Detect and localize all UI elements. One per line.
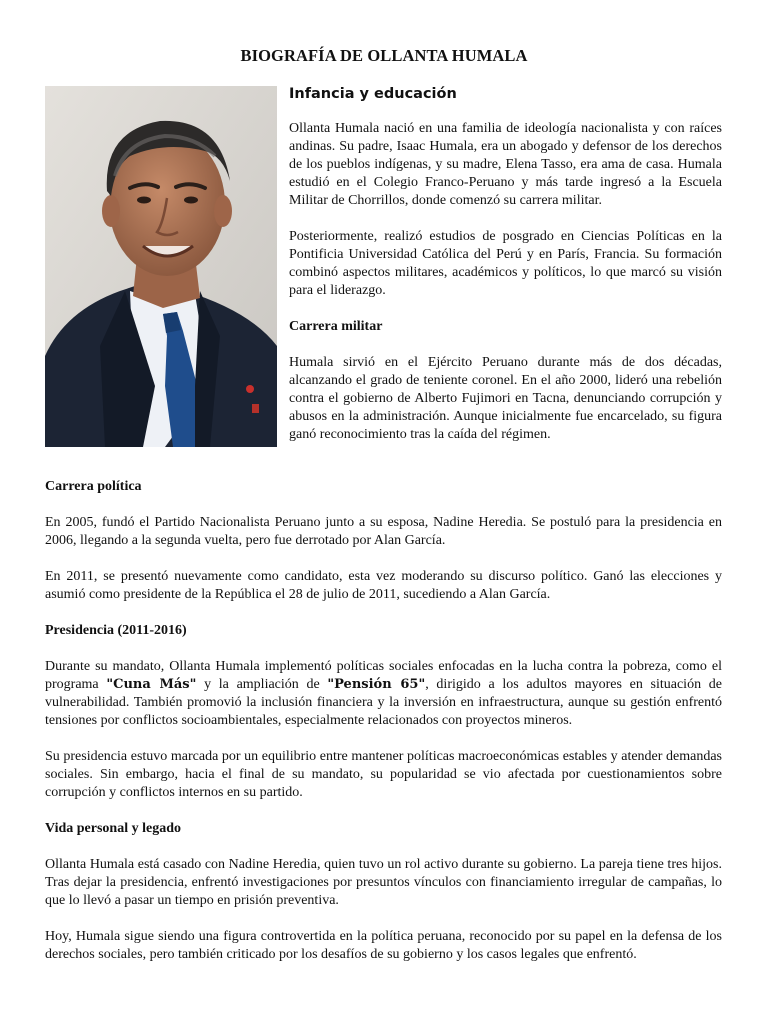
paragraph-presidencia-2: Su presidencia estuvo marcada por un equilibrio entre mantener políticas macroeconómicas estables y atender demandas sociales. Sin embargo, hacia el final de su mandato, su popularidad se vio afectada por cuestionamientos sobre corrupción y conflictos internos en su partido. (45, 749, 722, 800)
section-heading-politica: Carrera política (45, 479, 142, 494)
paragraph-presidencia-1 (45, 658, 722, 730)
section-heading-presidencia: Presidencia (2011-2016) (45, 623, 187, 638)
program-name-cuna-mas: "Cuna Más" (106, 677, 197, 692)
intro-column (289, 84, 722, 462)
portrait-photo (45, 86, 277, 447)
paragraph-text: , dirigido a los adultos mayores en situación de vulnerabilidad. También promovió la inclusión financiera y la inversión en infraestructura, aunque su gestión enfrentó tensiones por conflictos socioambientales, especialmente relacionados con proyectos mineros. (45, 677, 722, 728)
paragraph-infancia-1: Ollanta Humala nació en una familia de ideología nacionalista y con raíces andinas. Su padre, Isaac Humala, era un abogado y defensor de los derechos de los pueblos indígenas, y su madre, Elena Tasso, era ama de casa. Humala estudió en el Colegio Franco-Peruano y más tarde ingresó a la Escuela Militar de Chorrillos, donde comenzó su carrera militar. (289, 121, 722, 208)
paragraph-politica-1: En 2005, fundó el Partido Nacionalista Peruano junto a su esposa, Nadine Heredia. Se postuló para la presidencia en 2006, llegando a la segunda vuelta, pero fue derrotado por Alan García. (45, 515, 722, 548)
program-name-pension-65: "Pensión 65" (327, 677, 426, 692)
section-heading-vida: Vida personal y legado (45, 821, 181, 836)
paragraph-vida-2: Hoy, Humala sigue siendo una figura controvertida en la política peruana, reconocido por su papel en la defensa de los derechos sociales, pero también criticado por los desafíos de su gobierno y los casos legales que enfrentó. (45, 929, 722, 962)
paragraph-politica-2: En 2011, se presentó nuevamente como candidato, esta vez moderando su discurso político. Ganó las elecciones y asumió como presidente de la República el 28 de julio de 2011, sucediendo a Alan García. (45, 569, 722, 602)
main-column (45, 478, 722, 982)
paragraph-text: Durante su mandato, Ollanta Humala implementó políticas sociales enfocadas en la lucha contra la pobreza, como el programa (45, 659, 722, 692)
section-heading-militar: Carrera militar (289, 319, 383, 334)
paragraph-vida-1: Ollanta Humala está casado con Nadine Heredia, quien tuvo un rol activo durante su gobierno. La pareja tiene tres hijos. Tras dejar la presidencia, enfrentó investigaciones por presuntos vínculos con financiamiento irregular de campañas, lo que lo llevó a pasar un tiempo en prisión preventiva. (45, 857, 722, 908)
paragraph-infancia-2: Posteriormente, realizó estudios de posgrado en Ciencias Políticas en la Pontificia Universidad Católica del Perú y en París, Francia. Su formación combinó aspectos militares, académicos y políticos, lo que marcó su visión para el liderazgo. (289, 229, 722, 298)
paragraph-text: y la ampliación de (196, 677, 328, 692)
paragraph-militar-1: Humala sirvió en el Ejército Peruano durante más de dos décadas, alcanzando el grado de teniente coronel. En el año 2000, lideró una rebelión contra el gobierno de Alberto Fujimori en Tacna, denunciando corrupción y abusos en la administración. Aunque inicialmente fue encarcelado, su figura ganó reconocimiento tras la caída del régimen. (289, 355, 722, 442)
section-heading-infancia: Infancia y educación (289, 86, 457, 102)
document-title: BIOGRAFÍA DE OLLANTA HUMALA (240, 46, 528, 65)
